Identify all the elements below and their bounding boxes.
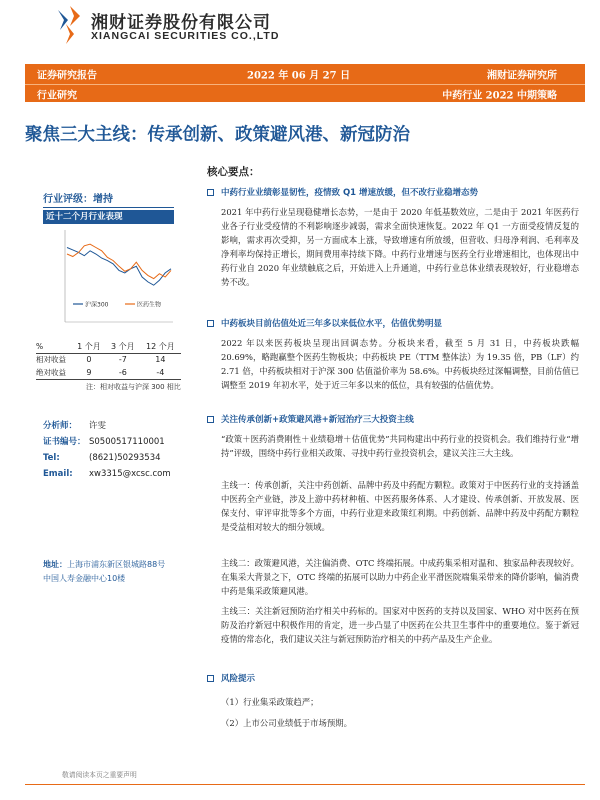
table-cell: -7: [118, 355, 127, 365]
company-name-en: XIANGCAI SECURITIES CO.,LTD: [91, 30, 280, 42]
table-cell: -6: [106, 366, 140, 379]
analyst-name: 许雯: [89, 421, 107, 431]
checkbox-square-icon: [207, 189, 214, 196]
table-cell: 0: [86, 355, 92, 365]
tel-number: (8621)50293534: [89, 453, 161, 463]
series-line: [67, 244, 171, 278]
page-header: [0, 0, 600, 62]
cert-label: 证书编号：: [43, 437, 86, 447]
section-heading: 风险提示: [207, 672, 255, 684]
industry-rating: 行业评级：增持: [43, 194, 113, 205]
table-cell: 14: [155, 355, 166, 365]
section-heading: 中药行业业绩彰显韧性，疫情致 Q1 增速放缓，但不改行业稳增态势: [207, 186, 478, 198]
table-header-cell: %: [36, 340, 72, 353]
email-label: Email:: [43, 469, 73, 479]
institute-name: 湘财证券研究所: [487, 70, 557, 82]
analyst-label: 分析师：: [43, 421, 78, 431]
footer-disclaimer: 敬请阅读本页之重要声明: [62, 771, 137, 779]
company-logo-icon: [56, 6, 80, 44]
performance-chart: [43, 226, 174, 326]
table-row: [36, 353, 181, 366]
report-type: 证券研究报告: [37, 70, 97, 82]
section-paragraph: 主线三：关注新冠预防治疗相关中药标的。国家对中医药的支持以及国家、WHO 对中医药在预防及治疗新冠中积极作用的肯定，进一步凸显了中医药在公共卫生事件中的重要地位。鉴于新冠疫情的常态化，我们建议关注与新冠预防治疗相关的中药产品及生产企业。: [221, 606, 579, 644]
address-line: 上海市浦东新区银城路88号: [67, 560, 166, 569]
report-date: 2022 年 06 月 27 日: [247, 70, 351, 82]
performance-chart-title: 近十二个月行业表现: [43, 210, 174, 224]
report-topic: 中药行业 2022 中期策略: [442, 90, 557, 101]
core-points-title: 核心要点：: [207, 166, 260, 178]
section-paragraph: 2022 年以来医药板块呈现出回调态势。分板块来看，截至 5 月 31 日，中药板块跌幅 20.69%，略跑赢整个医药生物板块；中药板块 PE（TTM 整体法）为 19.35 倍，PB（LF）约 2.71 倍，中药板块相对于沪深 300 估值溢价率为 58.6%。中药板块经过深幅调整，目前估值已调整至 2019 年初水平，处于近三年多以来的低位，具有较强的估值优势。: [221, 338, 579, 390]
analyst-info: [43, 418, 171, 482]
checkbox-square-icon: [207, 675, 214, 682]
table-header-cell: 3 个月: [106, 340, 140, 353]
performance-table: [36, 340, 181, 380]
section-paragraph: 主线一：传承创新，关注中药创新、品牌中药及中药配方颗粒。政策对于中医药行业的支持涵盖中医药全产业链，涉及上游中药材种植、中医药服务体系、人才建设、传承创新、开放发展、医保支付、审评审批等多个方面，中药行业迎来政策红利期。中药创新、品牌中药及中药配方颗粒是受益相对较大的细分领域。: [221, 480, 579, 532]
row-label: 相对收益: [36, 355, 66, 365]
legend-label: 沪深300: [85, 301, 109, 309]
email-link[interactable]: xw3315@xcsc.com: [89, 469, 171, 479]
table-row: [36, 366, 181, 379]
table-cell: -4: [140, 366, 181, 379]
checkbox-square-icon: [207, 320, 214, 327]
report-info-bar: [25, 64, 585, 84]
section-paragraph: “政策＋医药消费刚性＋业绩稳增＋估值优势”共同构建出中药行业的投资机会。我们维持行业“增持”评级，围绕中药行业相关政策、寻找中药行业投资机会，建议关注三大主线。: [221, 434, 579, 458]
report-subinfo-bar: [25, 84, 585, 102]
address-line: 中国人寿金融中心10楼: [43, 574, 126, 583]
risk-item: （2）上市公司业绩低于市场预期。: [221, 718, 352, 728]
table-note: 注：相对收益与沪深 300 相比: [86, 383, 181, 391]
footer-divider: [25, 784, 585, 785]
address-block: [43, 558, 165, 586]
page-title: 聚焦三大主线：传承创新、政策避风港、新冠防治: [25, 125, 410, 145]
section-heading: 关注传承创新+政策避风港+新冠治疗三大投资主线: [207, 413, 414, 425]
section-paragraph: 主线二：政策避风港，关注偏消费、OTC 终端拓展。中成药集采相对温和、独家品种表现较好。在集采大背景之下，OTC 终端的拓展可以助力中药企业平滑医院端集采带来的降价影响，偏消费中药是集采政策避风港。: [221, 558, 579, 596]
checkbox-square-icon: [207, 416, 214, 423]
company-name-cn: 湘财证券股份有限公司: [91, 13, 271, 33]
section-paragraph: 2021 年中药行业呈现稳健增长态势，一是由于 2020 年低基数效应，二是由于 2021 年医药行业各子行业受疫情的不利影响逐步减弱，需求全面快速恢复。2022 年 Q1 一方面受疫情反复的影响，需求再次受抑，另一方面成本上涨，导致增速有所放缓，但营收、归母净利润、毛利率及净利率均保持正增长，期间费用率持续下降。中药行业增速与医药全行业增速相比，也体现出中药行业自 2020 年业绩触底之后，开始进入上升通道，中药行业总体业绩表现较好，行业稳增态势不改。: [221, 207, 579, 287]
address-label: 地址：: [43, 560, 67, 569]
table-cell: 9: [72, 366, 106, 379]
section-heading: 中药板块目前估值处近三年多以来低位水平，估值优势明显: [207, 317, 442, 329]
cert-number: S0500517110001: [89, 437, 165, 447]
table-header-cell: 12 个月: [140, 340, 181, 353]
report-category: 行业研究: [37, 90, 77, 101]
legend-label: 医药生物: [137, 301, 162, 309]
tel-label: Tel:: [43, 453, 60, 463]
divider: [43, 207, 174, 208]
row-label: 绝对收益: [36, 366, 72, 379]
table-header-cell: 1 个月: [72, 340, 106, 353]
risk-item: （1）行业集采政策趋严；: [221, 697, 319, 707]
